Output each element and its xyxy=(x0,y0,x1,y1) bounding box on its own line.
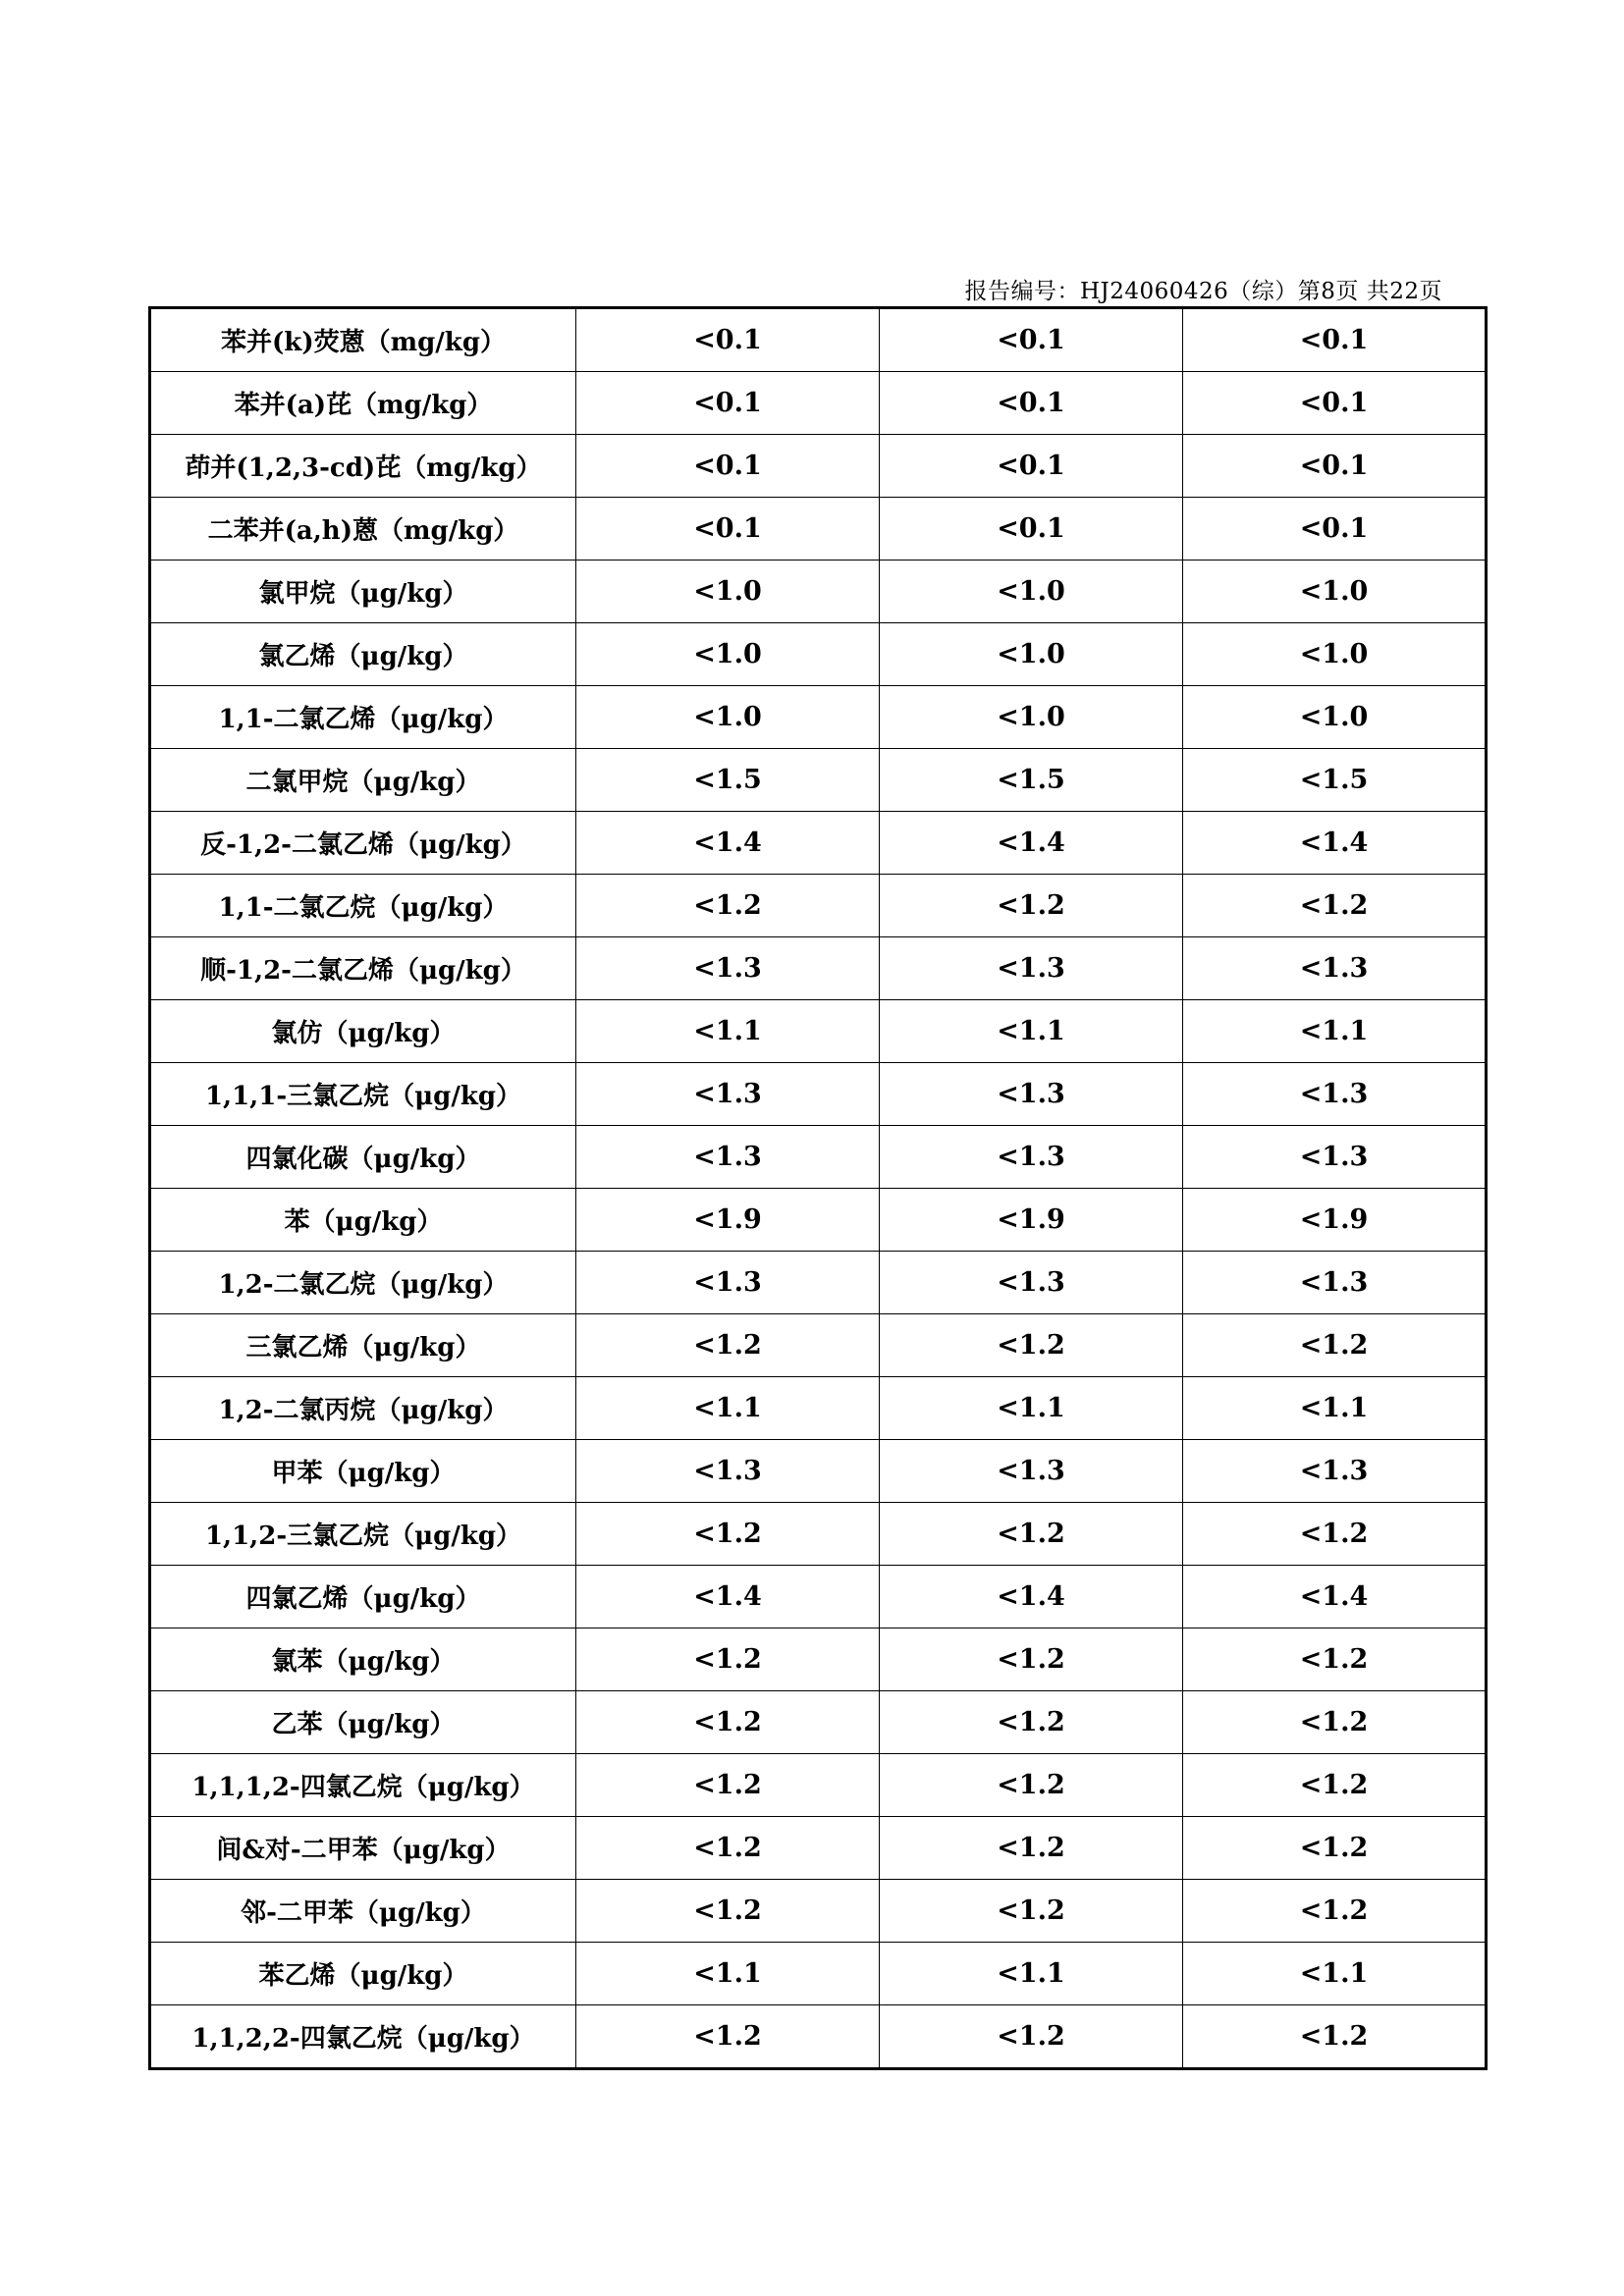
result-cell-2: <1.2 xyxy=(880,1503,1183,1566)
table-row xyxy=(150,1314,1487,1377)
result-cell-3: <0.1 xyxy=(1183,435,1487,498)
result-cell-3: <0.1 xyxy=(1183,308,1487,372)
results-table xyxy=(148,306,1488,2070)
result-cell-1: <1.2 xyxy=(576,1314,880,1377)
analyte-name-cell: 邻-二甲苯（μg/kg） xyxy=(150,1880,576,1943)
analyte-name-cell: 间&对-二甲苯（μg/kg） xyxy=(150,1817,576,1880)
result-cell-1: <1.1 xyxy=(576,1943,880,2005)
table-row xyxy=(150,1000,1487,1063)
result-cell-1: <1.0 xyxy=(576,623,880,686)
table-row xyxy=(150,435,1487,498)
result-cell-3: <1.5 xyxy=(1183,749,1487,812)
result-cell-2: <1.2 xyxy=(880,1817,1183,1880)
result-cell-1: <1.2 xyxy=(576,1754,880,1817)
result-cell-2: <1.0 xyxy=(880,623,1183,686)
result-cell-3: <1.1 xyxy=(1183,1943,1487,2005)
result-cell-3: <1.3 xyxy=(1183,1063,1487,1126)
table-row xyxy=(150,308,1487,372)
table-row xyxy=(150,1629,1487,1691)
analyte-name-cell: 1,2-二氯丙烷（μg/kg） xyxy=(150,1377,576,1440)
result-cell-3: <1.1 xyxy=(1183,1000,1487,1063)
analyte-name-cell: 1,1,1,2-四氯乙烷（μg/kg） xyxy=(150,1754,576,1817)
table-row xyxy=(150,1691,1487,1754)
table-row xyxy=(150,1566,1487,1629)
table-row xyxy=(150,749,1487,812)
result-cell-1: <1.2 xyxy=(576,1629,880,1691)
result-cell-3: <1.0 xyxy=(1183,561,1487,623)
results-table-body xyxy=(150,308,1487,2069)
table-row xyxy=(150,686,1487,749)
result-cell-1: <1.0 xyxy=(576,561,880,623)
result-cell-1: <1.2 xyxy=(576,875,880,937)
table-row xyxy=(150,1377,1487,1440)
result-cell-1: <1.4 xyxy=(576,1566,880,1629)
result-cell-1: <0.1 xyxy=(576,308,880,372)
result-cell-1: <1.0 xyxy=(576,686,880,749)
result-cell-1: <1.2 xyxy=(576,1691,880,1754)
analyte-name-cell: 氯苯（μg/kg） xyxy=(150,1629,576,1691)
table-row xyxy=(150,875,1487,937)
table-row xyxy=(150,623,1487,686)
result-cell-2: <1.3 xyxy=(880,1252,1183,1314)
table-row xyxy=(150,1252,1487,1314)
result-cell-1: <1.4 xyxy=(576,812,880,875)
result-cell-2: <1.2 xyxy=(880,1754,1183,1817)
table-row xyxy=(150,1754,1487,1817)
result-cell-3: <1.2 xyxy=(1183,875,1487,937)
result-cell-3: <1.4 xyxy=(1183,812,1487,875)
result-cell-2: <0.1 xyxy=(880,308,1183,372)
analyte-name-cell: 苯（μg/kg） xyxy=(150,1189,576,1252)
result-cell-2: <1.2 xyxy=(880,2005,1183,2069)
table-row xyxy=(150,1440,1487,1503)
result-cell-2: <1.4 xyxy=(880,1566,1183,1629)
result-cell-3: <1.1 xyxy=(1183,1377,1487,1440)
analyte-name-cell: 氯甲烷（μg/kg） xyxy=(150,561,576,623)
analyte-name-cell: 三氯乙烯（μg/kg） xyxy=(150,1314,576,1377)
result-cell-2: <1.0 xyxy=(880,561,1183,623)
result-cell-3: <1.2 xyxy=(1183,1817,1487,1880)
table-row xyxy=(150,1189,1487,1252)
analyte-name-cell: 茚并(1,2,3-cd)芘（mg/kg） xyxy=(150,435,576,498)
result-cell-2: <1.1 xyxy=(880,1000,1183,1063)
result-cell-2: <1.2 xyxy=(880,1880,1183,1943)
result-cell-2: <1.9 xyxy=(880,1189,1183,1252)
result-cell-2: <0.1 xyxy=(880,498,1183,561)
report-number-header: 报告编号：HJ24060426（综）第8页 共22页 xyxy=(964,279,1442,304)
table-row xyxy=(150,812,1487,875)
table-row xyxy=(150,1943,1487,2005)
table-row xyxy=(150,498,1487,561)
result-cell-3: <1.2 xyxy=(1183,1503,1487,1566)
analyte-name-cell: 四氯化碳（μg/kg） xyxy=(150,1126,576,1189)
table-row xyxy=(150,1063,1487,1126)
analyte-name-cell: 反-1,2-二氯乙烯（μg/kg） xyxy=(150,812,576,875)
result-cell-2: <0.1 xyxy=(880,435,1183,498)
result-cell-1: <1.2 xyxy=(576,2005,880,2069)
table-row xyxy=(150,937,1487,1000)
result-cell-1: <1.3 xyxy=(576,1252,880,1314)
result-cell-2: <1.3 xyxy=(880,1126,1183,1189)
result-cell-1: <0.1 xyxy=(576,435,880,498)
analyte-name-cell: 苯并(a)芘（mg/kg） xyxy=(150,372,576,435)
result-cell-1: <0.1 xyxy=(576,372,880,435)
result-cell-3: <1.2 xyxy=(1183,1314,1487,1377)
table-row xyxy=(150,561,1487,623)
analyte-name-cell: 1,1-二氯乙烯（μg/kg） xyxy=(150,686,576,749)
analyte-name-cell: 苯乙烯（μg/kg） xyxy=(150,1943,576,2005)
result-cell-3: <1.3 xyxy=(1183,1252,1487,1314)
result-cell-3: <1.3 xyxy=(1183,1126,1487,1189)
result-cell-3: <1.2 xyxy=(1183,1691,1487,1754)
result-cell-2: <1.1 xyxy=(880,1943,1183,2005)
result-cell-1: <1.2 xyxy=(576,1503,880,1566)
result-cell-2: <1.2 xyxy=(880,1314,1183,1377)
result-cell-3: <1.2 xyxy=(1183,1629,1487,1691)
result-cell-1: <1.9 xyxy=(576,1189,880,1252)
result-cell-2: <1.5 xyxy=(880,749,1183,812)
result-cell-1: <1.3 xyxy=(576,1440,880,1503)
result-cell-2: <1.4 xyxy=(880,812,1183,875)
result-cell-3: <1.2 xyxy=(1183,2005,1487,2069)
table-row xyxy=(150,2005,1487,2069)
analyte-name-cell: 四氯乙烯（μg/kg） xyxy=(150,1566,576,1629)
result-cell-3: <1.9 xyxy=(1183,1189,1487,1252)
table-row xyxy=(150,1880,1487,1943)
result-cell-2: <1.2 xyxy=(880,875,1183,937)
result-cell-1: <0.1 xyxy=(576,498,880,561)
result-cell-1: <1.3 xyxy=(576,1063,880,1126)
result-cell-3: <1.2 xyxy=(1183,1754,1487,1817)
result-cell-1: <1.2 xyxy=(576,1817,880,1880)
analyte-name-cell: 氯乙烯（μg/kg） xyxy=(150,623,576,686)
result-cell-1: <1.5 xyxy=(576,749,880,812)
analyte-name-cell: 乙苯（μg/kg） xyxy=(150,1691,576,1754)
result-cell-3: <0.1 xyxy=(1183,498,1487,561)
result-cell-2: <1.1 xyxy=(880,1377,1183,1440)
analyte-name-cell: 1,1,2,2-四氯乙烷（μg/kg） xyxy=(150,2005,576,2069)
analyte-name-cell: 顺-1,2-二氯乙烯（μg/kg） xyxy=(150,937,576,1000)
result-cell-3: <1.3 xyxy=(1183,937,1487,1000)
result-cell-2: <1.3 xyxy=(880,1063,1183,1126)
analyte-name-cell: 二氯甲烷（μg/kg） xyxy=(150,749,576,812)
result-cell-2: <1.3 xyxy=(880,937,1183,1000)
result-cell-3: <1.4 xyxy=(1183,1566,1487,1629)
analyte-name-cell: 二苯并(a,h)蒽（mg/kg） xyxy=(150,498,576,561)
table-row xyxy=(150,1817,1487,1880)
result-cell-2: <1.3 xyxy=(880,1440,1183,1503)
result-cell-2: <1.0 xyxy=(880,686,1183,749)
result-cell-2: <1.2 xyxy=(880,1691,1183,1754)
analyte-name-cell: 甲苯（μg/kg） xyxy=(150,1440,576,1503)
result-cell-3: <1.3 xyxy=(1183,1440,1487,1503)
analyte-name-cell: 1,1,2-三氯乙烷（μg/kg） xyxy=(150,1503,576,1566)
table-row xyxy=(150,1503,1487,1566)
analyte-name-cell: 1,1,1-三氯乙烷（μg/kg） xyxy=(150,1063,576,1126)
table-row xyxy=(150,1126,1487,1189)
result-cell-3: <0.1 xyxy=(1183,372,1487,435)
result-cell-1: <1.3 xyxy=(576,1126,880,1189)
analyte-name-cell: 苯并(k)荧蒽（mg/kg） xyxy=(150,308,576,372)
result-cell-3: <1.0 xyxy=(1183,686,1487,749)
table-row xyxy=(150,372,1487,435)
result-cell-2: <0.1 xyxy=(880,372,1183,435)
result-cell-3: <1.0 xyxy=(1183,623,1487,686)
result-cell-2: <1.2 xyxy=(880,1629,1183,1691)
result-cell-1: <1.1 xyxy=(576,1000,880,1063)
result-cell-1: <1.2 xyxy=(576,1880,880,1943)
analyte-name-cell: 氯仿（μg/kg） xyxy=(150,1000,576,1063)
analyte-name-cell: 1,2-二氯乙烷（μg/kg） xyxy=(150,1252,576,1314)
result-cell-3: <1.2 xyxy=(1183,1880,1487,1943)
analyte-name-cell: 1,1-二氯乙烷（μg/kg） xyxy=(150,875,576,937)
result-cell-1: <1.3 xyxy=(576,937,880,1000)
result-cell-1: <1.1 xyxy=(576,1377,880,1440)
